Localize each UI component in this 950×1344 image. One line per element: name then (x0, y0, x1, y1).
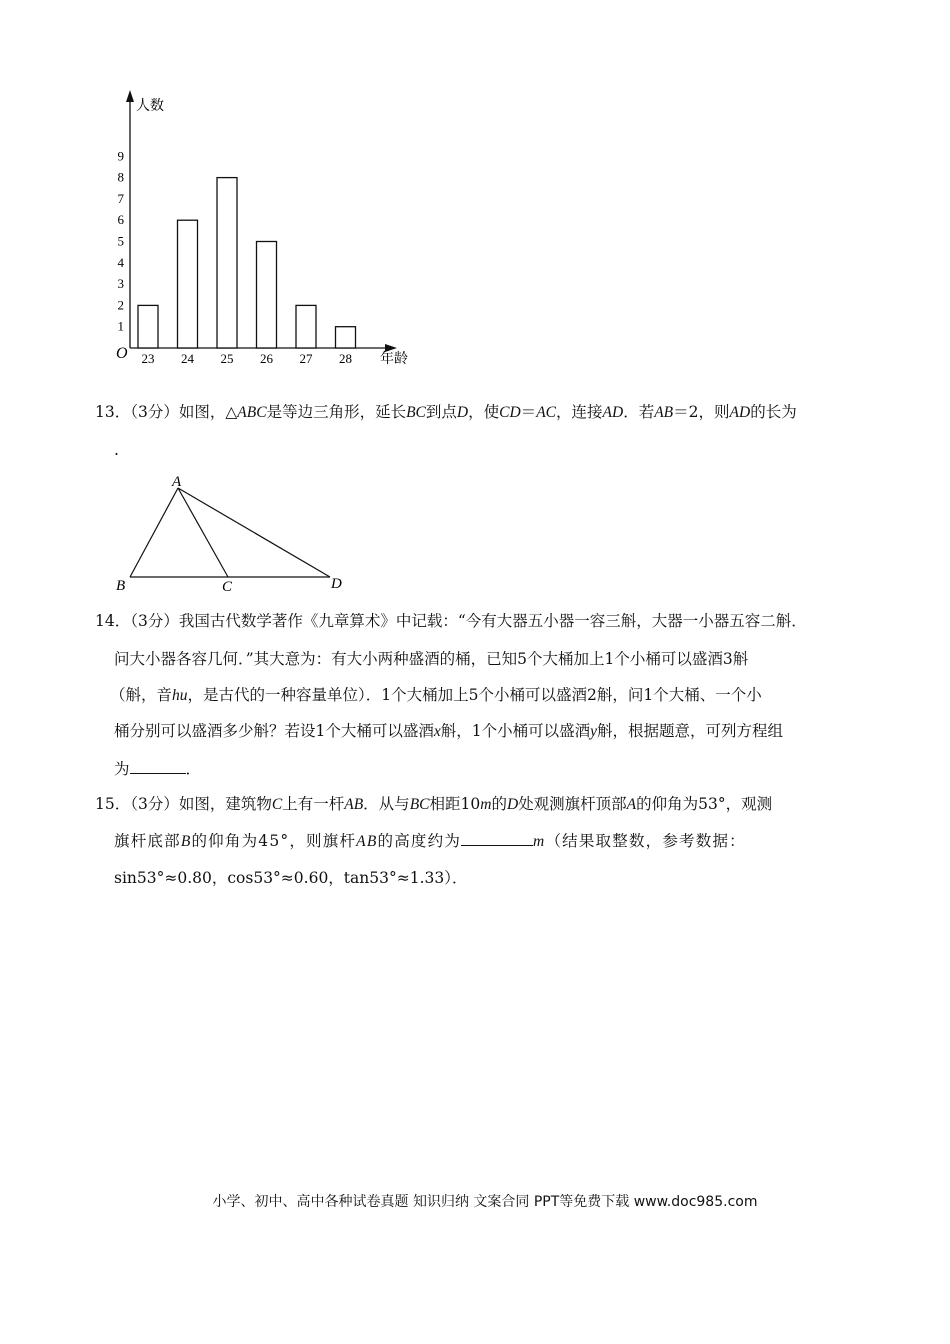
y-tick-label: 8 (117, 169, 124, 185)
y-tick-label: 5 (117, 233, 124, 249)
q14-answer-blank (130, 759, 186, 774)
q14-text: 我国古代数学著作《九章算术》中记载：“今有大器五小器一容三斛，大器一小器五容二斛． (178, 612, 807, 630)
bar-24 (178, 220, 198, 348)
q14-var: x (433, 723, 441, 740)
q14-number: 14． (95, 612, 131, 630)
q14-line-1 (95, 611, 807, 631)
bar-25 (217, 178, 237, 348)
segment-AD (178, 488, 330, 577)
q15-text: 旗杆底部 (114, 832, 181, 850)
x-tick-label: 28 (339, 351, 352, 366)
point-B-label: B (116, 578, 126, 594)
q15-answer-blank (461, 831, 533, 846)
q13-text: ．若 (623, 403, 655, 421)
q15-line-1 (95, 794, 772, 815)
segment-AC (178, 488, 228, 577)
x-tick-label: 26 (260, 351, 273, 366)
x-tick-label: 24 (181, 351, 194, 366)
bar-27 (296, 305, 316, 348)
q15-text: 上有一杆 (282, 795, 345, 813)
q13-var: AC (536, 404, 556, 421)
q15-var: AB (356, 833, 378, 850)
q14-line-5 (114, 759, 201, 779)
q14-score: （3分） (130, 612, 179, 630)
q15-number: 15． (95, 795, 131, 813)
q15-var: m (533, 833, 546, 850)
q13-var: AD (729, 404, 751, 421)
q13-text: ，连接 (556, 403, 603, 421)
q14-text: 斛，1个小桶可以盛酒 (440, 722, 591, 740)
y-axis-label: 人数 (136, 99, 164, 114)
q14-text: ，是古代的一种容量单位）．1个大桶加上5个小桶可以盛酒2斛，问1个大桶、一个小 (187, 686, 762, 704)
y-tick-label: 2 (117, 297, 124, 313)
q15-text: ．从与 (363, 795, 410, 813)
q15-var: D (506, 796, 519, 813)
q15-text: 的仰角为45°，则旗杆 (191, 832, 357, 850)
y-tick-label: 4 (117, 254, 124, 270)
q15-var: BC (409, 796, 430, 813)
q15-text: 如图，建筑物 (178, 795, 272, 813)
y-tick-label: 1 (117, 318, 124, 334)
y-tick-label: 3 (117, 276, 124, 292)
y-tick-label: 9 (117, 148, 124, 164)
triangle-figure (110, 470, 350, 595)
q15-text: 相距10 (429, 795, 481, 813)
q14-var: y (590, 723, 598, 740)
q15-line-3: sin53°≈0.80，cos53°≈0.60，tan53°≈1.33）． (114, 869, 468, 887)
q14-var: hu (172, 687, 188, 704)
q13-text: 到点 (425, 403, 457, 421)
q13-number: 13． (95, 403, 131, 421)
q14-line-4 (114, 721, 783, 742)
point-C-label: C (222, 579, 233, 595)
q15-text: （结果取整数，参考数据： (545, 832, 746, 850)
q13-var: CD (499, 404, 521, 421)
point-A-label: A (172, 474, 182, 490)
q13-score: （3分） (130, 403, 179, 421)
q15-text: 的仰角为53°，观测 (636, 795, 773, 813)
q15-var: AB (344, 796, 364, 813)
q15-var: m (480, 796, 492, 813)
x-axis-arrow (385, 344, 397, 352)
point-D-label: D (331, 576, 342, 592)
q14-line-2: 问大小器各容几何．”其大意为：有大小两种盛酒的桶，已知5个大桶加上1个小桶可以盛酒3斛 (114, 650, 749, 668)
q13-var: AD (602, 404, 624, 421)
q14-text: （斛，音 (110, 686, 173, 704)
x-tick-label: 25 (220, 351, 234, 366)
x-axis-label: 年龄 (380, 352, 408, 367)
q15-var: C (271, 796, 283, 813)
q13-text: 是等边三角形，延长 (266, 403, 407, 421)
segment-AB (130, 488, 178, 577)
origin-label: O (116, 345, 128, 362)
q15-text: 的 (491, 795, 507, 813)
q15-text: 的高度约为 (377, 832, 462, 850)
q15-var: B (180, 833, 192, 850)
q15-score: （3分） (130, 795, 179, 813)
q13-text: 的长为 (750, 403, 797, 421)
q14-line-3 (110, 685, 762, 706)
q13-answer-dot: . (114, 441, 119, 459)
y-tick-label: 6 (117, 212, 124, 228)
q15-line-2 (114, 831, 746, 852)
x-tick-label: 27 (299, 351, 313, 366)
q13-var: BC (406, 404, 426, 421)
q13-text: ，使 (468, 403, 500, 421)
y-tick-label: 7 (117, 190, 124, 206)
q13-text: ＝2，则 (673, 403, 730, 421)
age-bar-chart (100, 85, 430, 370)
y-axis-arrow (126, 90, 134, 102)
q13-text: ＝ (520, 403, 537, 421)
q14-text: ． (185, 760, 202, 778)
q15-var: A (626, 796, 637, 813)
question-13-text (95, 402, 797, 423)
x-tick-label: 23 (141, 351, 155, 366)
q13-var: ABC (237, 404, 267, 421)
q14-text: 斛，根据题意，可列方程组 (597, 722, 784, 740)
bar-28 (336, 327, 356, 348)
q13-var: AB (654, 404, 674, 421)
q13-text: 如图，△ (178, 403, 238, 421)
bar-23 (138, 305, 158, 348)
q13-var: D (456, 404, 469, 421)
q14-text: 桶分别可以盛酒多少斛？若设1个大桶可以盛酒 (114, 722, 434, 740)
page-footer: 小学、初中、高中各种试卷真题 知识归纳 文案合同 PPT等免费下载 www.doc985.com (212, 1194, 758, 1210)
q15-text: 处观测旗杆顶部 (518, 795, 627, 813)
q14-text: 为 (114, 760, 130, 778)
bar-26 (257, 242, 277, 349)
